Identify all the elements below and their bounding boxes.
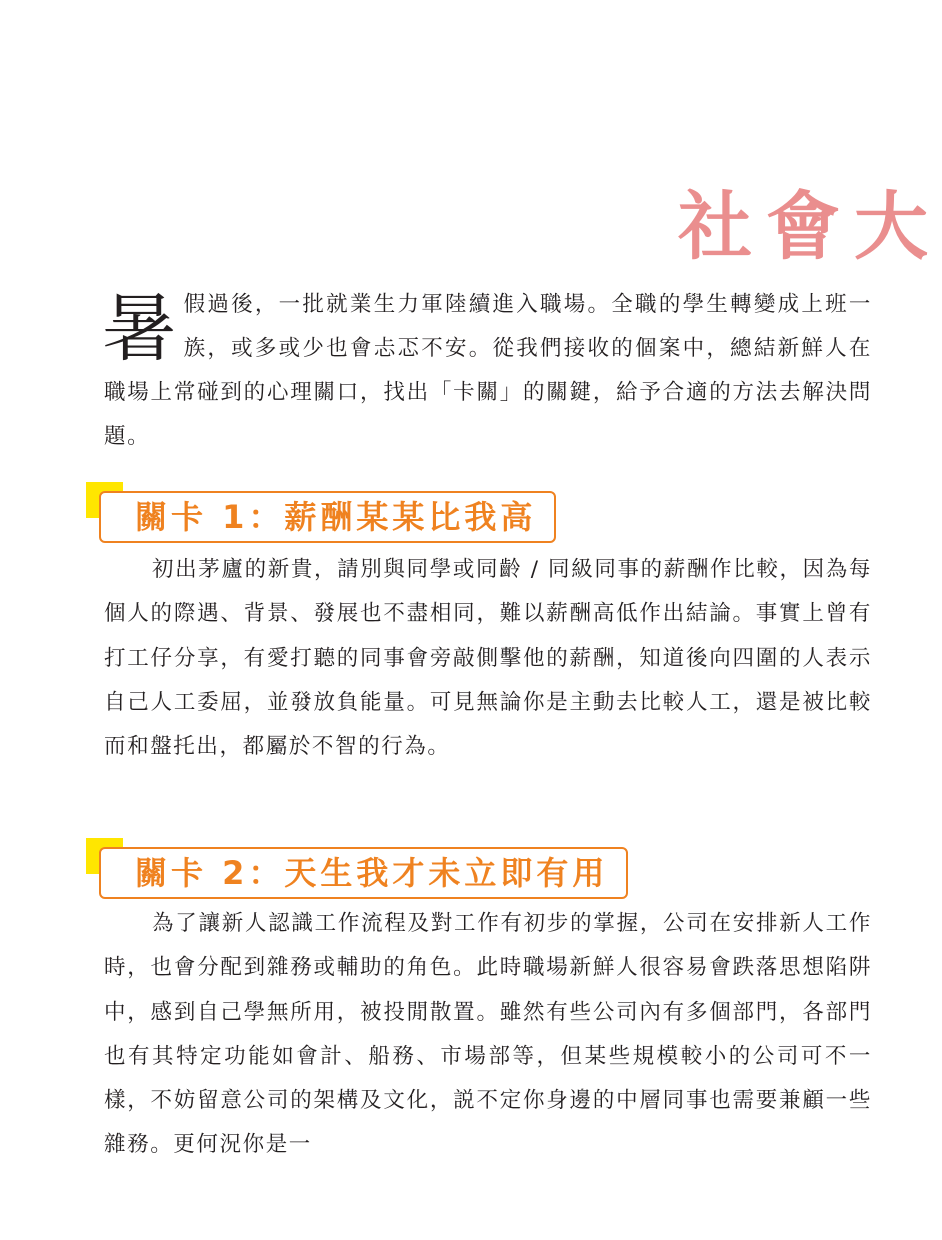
- section-2-body: [104, 902, 872, 1168]
- section-1-heading: [86, 482, 686, 544]
- intro-paragraph: [104, 283, 872, 459]
- heading-box: [99, 847, 628, 899]
- section-2-paragraph: 為了讓新人認識工作流程及對工作有初步的掌握，公司在安排新人工作時，也會分配到雜務或輔助的角色。此時職場新鮮人很容易會跌落思想陷阱中，感到自己學無所用，被投閒散置。雖然有些公司內有多個部門，各部門也有其特定功能如會計、船務、市場部等，但某些規模較小的公司可不一樣，不妨留意公司的架構及文化，説不定你身邊的中層同事也需要兼顧一些雜務。更何況你是一: [104, 911, 872, 1158]
- section-1-body: [104, 548, 872, 769]
- section-2-heading-text: 關卡 2：天生我才未立即有用: [135, 854, 609, 892]
- page-title: 社會大: [678, 184, 942, 270]
- heading-box: [99, 491, 556, 543]
- intro-text: 假過後，一批就業生力軍陸續進入職場。全職的學生轉變成上班一族，或多或少也會忐忑不安。從我們接收的個案中，總結新鮮人在職場上常碰到的心理關口，找出「卡關」的關鍵，給予合適的方法去解決問題。: [104, 292, 872, 449]
- section-2-heading: [86, 838, 686, 900]
- section-1-paragraph: 初出茅廬的新貴，請別與同學或同齡 / 同級同事的薪酬作比較，因為每個人的際遇、背景、發展也不盡相同，難以薪酬高低作出結論。事實上曾有打工仔分享，有愛打聽的同事會旁敲側擊他的薪酬，知道後向四圍的人表示自己人工委屈，並發放負能量。可見無論你是主動去比較人工，還是被比較而和盤托出，都屬於不智的行為。: [104, 557, 872, 760]
- section-1-heading-text: 關卡 1：薪酬某某比我高: [135, 498, 537, 536]
- drop-cap: 暑: [102, 286, 178, 372]
